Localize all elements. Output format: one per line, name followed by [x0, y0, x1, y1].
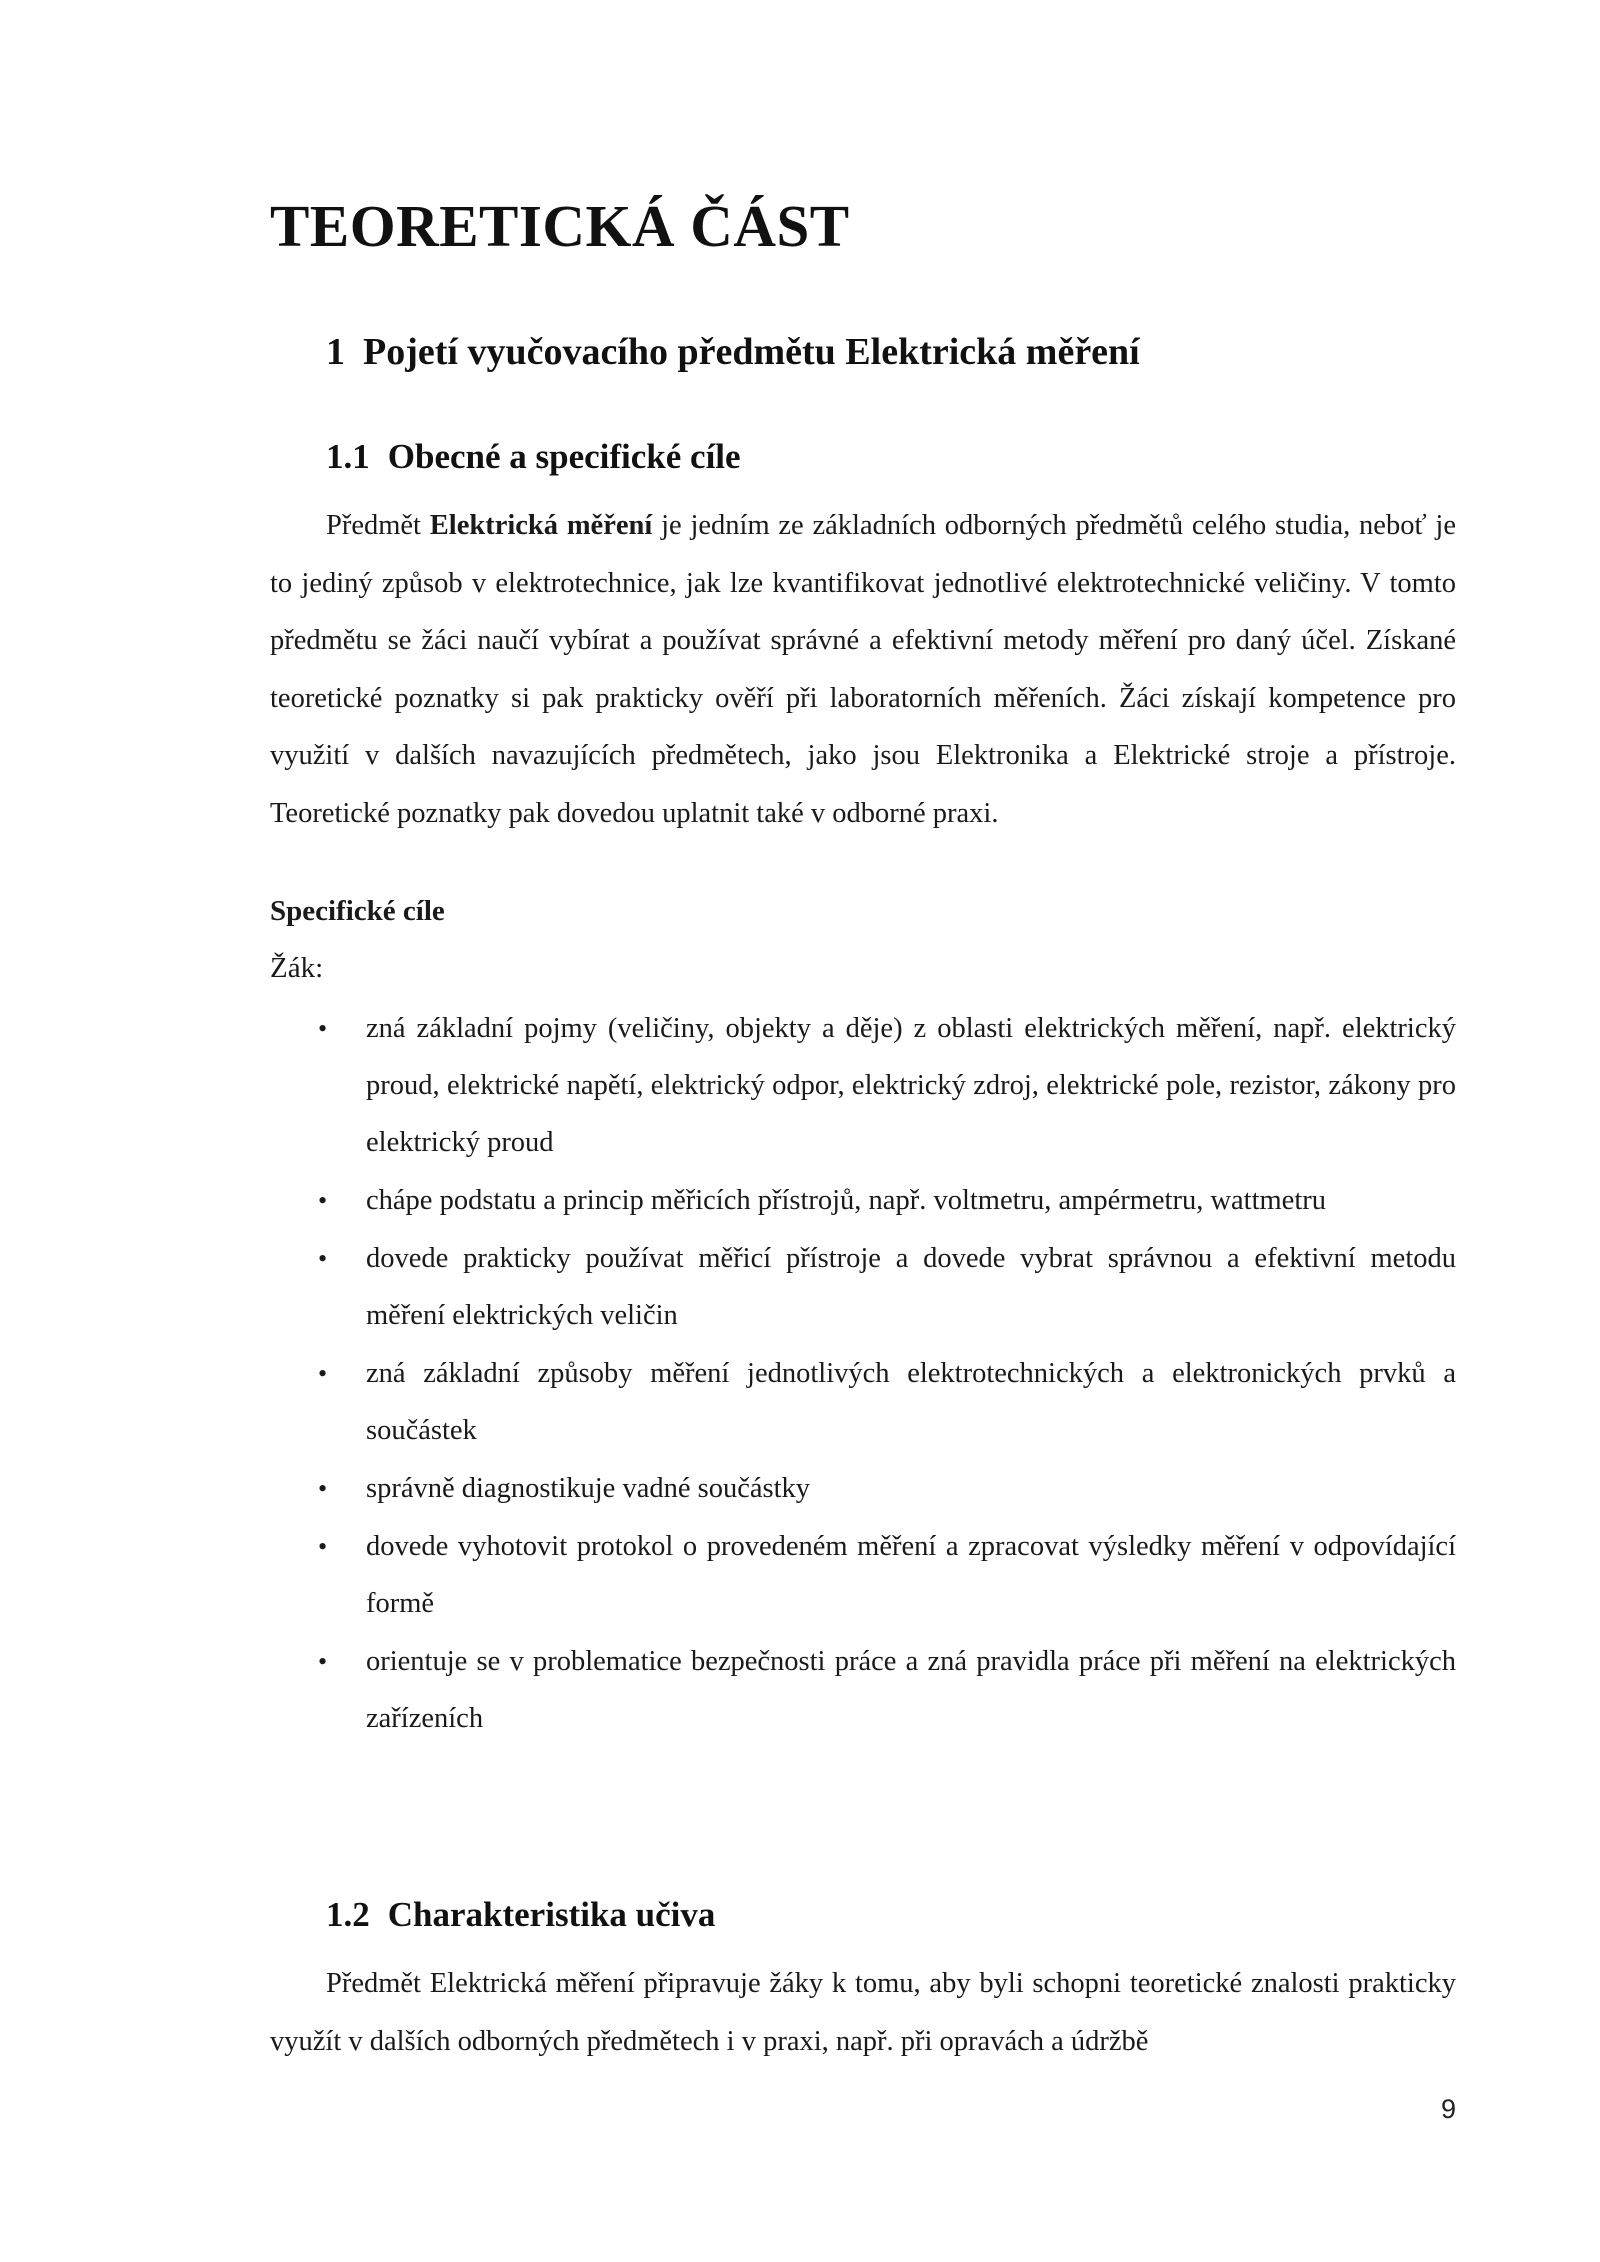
list-item-text: zná základní způsoby měření jednotlivých elektrotechnických a elektronických prvků a součástek — [366, 1358, 1456, 1446]
chapter-heading — [326, 330, 1140, 374]
intro-paragraph — [270, 497, 1456, 842]
section-number: 1.1 — [326, 437, 370, 476]
list-item-text: správně diagnostikuje vadné součástky — [366, 1473, 811, 1504]
list-item — [270, 1345, 1456, 1459]
section-number: 1.2 — [326, 1895, 370, 1934]
bullet-icon: • — [318, 1532, 328, 1561]
list-item — [270, 1172, 1456, 1229]
list-item — [270, 1518, 1456, 1632]
document-page — [270, 0, 1456, 2262]
bullet-icon: • — [318, 1359, 328, 1388]
intro-text-rest: je jedním ze základních odborných předmětů celého studia, neboť je to jediný způsob v elektrotechnice, jak lze kvantifikovat jednotlivé elektrotechnické veličiny. V tomto předmětu se žáci naučí vybírat a používat správné a efektivní metody měření pro daný účel. Získané teoretické poznatky si pak prakticky ověří při laboratorních měřeních. Žáci získají kompetence pro využití v dalších navazujících předmětech, jako jsou Elektronika a Elektrické stroje a přístroje. Teoretické poznatky pak dovedou uplatnit také v odborné praxi. — [270, 510, 1456, 829]
bullet-icon: • — [318, 1244, 328, 1273]
section-title: Charakteristika učiva — [387, 1895, 716, 1934]
section-title: Obecné a specifické cíle — [387, 437, 741, 476]
list-item — [270, 1633, 1456, 1747]
list-item-text: dovede prakticky používat měřicí přístroje a dovede vybrat správnou a efektivní metodu měření elektrických veličin — [366, 1243, 1456, 1331]
list-item — [270, 1230, 1456, 1344]
list-item — [270, 1460, 1456, 1517]
section-heading-1-2 — [326, 1895, 715, 1935]
list-item-text: orientuje se v problematice bezpečnosti práce a zná pravidla práce při měření na elektrických zařízeních — [366, 1646, 1456, 1734]
list-item-text: zná základní pojmy (veličiny, objekty a děje) z oblasti elektrických měření, např. elektrický proud, elektrické napětí, elektrický odpor, elektrický zdroj, elektrické pole, rezistor, zákony pro elektrický proud — [366, 1013, 1456, 1158]
bullet-icon: • — [318, 1186, 328, 1215]
list-item — [270, 1000, 1456, 1171]
bullet-icon: • — [318, 1647, 328, 1676]
part-title: TEORETICKÁ ČÁST — [270, 193, 850, 259]
bullet-icon: • — [318, 1474, 328, 1503]
goals-list — [270, 1000, 1456, 1748]
list-item-text: chápe podstatu a princip měřicích přístrojů, např. voltmetru, ampérmetru, wattmetru — [366, 1185, 1326, 1216]
section-heading-1-1 — [326, 437, 741, 477]
list-item-text: dovede vyhotovit protokol o provedeném měření a zpracovat výsledky měření v odpovídající formě — [366, 1531, 1456, 1619]
intro-text-start: Předmět — [326, 510, 430, 541]
content-paragraph — [270, 1955, 1456, 2070]
student-label: Žák: — [270, 952, 324, 984]
specific-goals-heading: Specifické cíle — [270, 895, 445, 927]
chapter-title: Pojetí vyučovacího předmětu Elektrická měření — [363, 331, 1140, 373]
chapter-number: 1 — [326, 331, 345, 373]
subject-name-bold: Elektrická měření — [429, 510, 653, 541]
bullet-icon: • — [318, 1014, 328, 1043]
content-text: Předmět Elektrická měření připravuje žáky k tomu, aby byli schopni teoretické znalosti prakticky využít v dalších odborných předmětech i v praxi, např. při opravách a údržbě — [270, 1968, 1456, 2057]
page-number: 9 — [1440, 2094, 1456, 2124]
